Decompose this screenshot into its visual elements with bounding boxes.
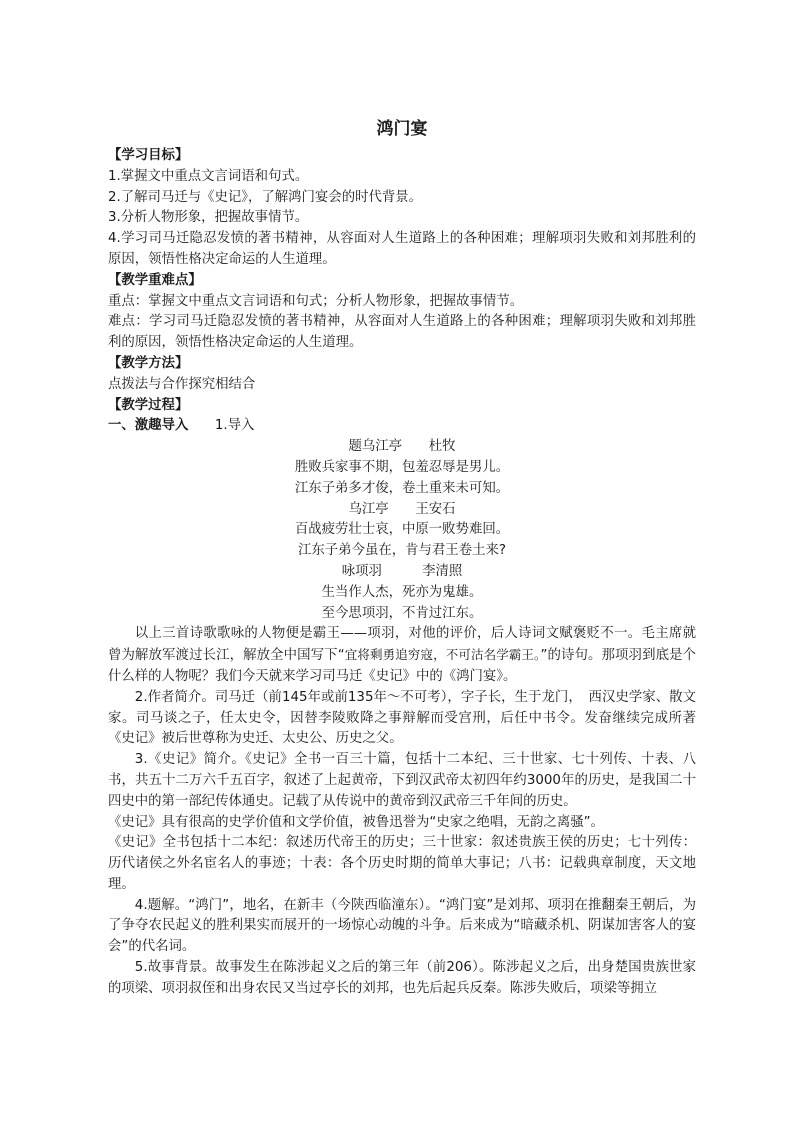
poem-3-title: 咏项羽 李清照 bbox=[341, 563, 463, 579]
poem-2-title: 乌江亭 王安石 bbox=[348, 501, 456, 517]
poem-1-title: 题乌江亭 杜牧 bbox=[348, 439, 456, 455]
poem-2-line-2: 江东子弟今虽在，肯与君王卷土来? bbox=[298, 543, 506, 559]
method-heading: 【教学方法】 bbox=[108, 355, 189, 371]
shiji-value-paragraph: 《史记》具有很高的史学价值和文学价值，被鲁迅誉为“史家之绝唱，无韵之离骚”。 bbox=[108, 814, 604, 830]
intro-text-a: 以上三首诗歌歌咏的人物便是霸王——项羽，对他的评价，后人诗词文赋褒贬不一。毛主席就曾为解放军渡过长江，解放全中国写下“ bbox=[108, 626, 696, 664]
intro-text-b: ”的诗句。那项羽到底是个什么样的人物呢？我们今天就来学习司马迁《史记》中的《鸿门宴》。 bbox=[108, 648, 696, 684]
shiji-content-paragraph: 《史记》全书包括十二本纪：叙述历代帝王的历史；三十世家：叙述贵族王侯的历史；七十列传：历代诸侯之外名宦名人的事迹；十表：各个历史时期的简单大事记；八书：记载典章制度，天文地理。 bbox=[108, 835, 696, 892]
intro-paragraph bbox=[108, 624, 696, 687]
process-heading: 【教学过程】 bbox=[108, 397, 189, 413]
key-points-focus: 重点：掌握文中重点文言词语和句式；分析人物形象，把握故事情节。 bbox=[108, 293, 524, 309]
key-points-heading: 【教学重难点】 bbox=[108, 272, 202, 288]
goal-item-3: 3.分析人物形象，把握故事情节。 bbox=[108, 210, 309, 226]
poem-1-line-1: 胜败兵家事不期，包羞忍辱是男儿。 bbox=[294, 459, 510, 475]
goal-item-2: 2.了解司马迁与《史记》，了解鸿门宴会的时代背景。 bbox=[108, 189, 423, 205]
part1-sub: 1.导入 bbox=[214, 418, 255, 434]
intro-quote: 宜将剩勇追穷寇，不可沽名学霸王。 bbox=[344, 647, 541, 663]
part1-heading: 一、激趣导入 bbox=[108, 418, 189, 434]
author-paragraph: 2.作者简介。司马迁（前145年或前135年～不可考），字子长，生于龙门， 西汉史学家、散文家。司马谈之子，任太史令，因替李陵败降之事辩解而受宫刑，后任中书令。发奋继续完成所著《史记》被后世尊称为史迁、太史公、历史之父。 bbox=[108, 689, 696, 747]
shiji-paragraph: 3.《史记》简介。《史记》全书一百三十篇，包括十二本纪、三十世家、七十列传、十表、八书，共五十二万六千五百字，叙述了上起黄帝，下到汉武帝太初四年约3000年的历史，是我国二十四史中的第一部纪传体通史。记载了从传说中的黄帝到汉武帝三千年间的历史。 bbox=[108, 752, 696, 809]
poems-block bbox=[108, 437, 696, 624]
poem-1-line-2: 江东子弟多才俊，卷土重来未可知。 bbox=[294, 480, 510, 496]
poem-3-line-2: 至今思项羽，不肯过江东。 bbox=[321, 605, 483, 621]
method-text: 点拨法与合作探究相结合 bbox=[108, 376, 256, 392]
goal-item-4: 4.学习司马迁隐忍发愤的著书精神，从容面对人生道路上的各种困难；理解项羽失败和刘邦胜利的原因，领悟性格决定命运的人生道理。 bbox=[108, 231, 696, 267]
document-title: 鸿门宴 bbox=[376, 119, 428, 139]
key-points-difficulty: 难点：学习司马迁隐忍发愤的著书精神，从容面对人生道路上的各种困难；理解项羽失败和刘邦胜利的原因，领悟性格决定命运的人生道理。 bbox=[108, 314, 696, 351]
background-paragraph: 5.故事背景。故事发生在陈涉起义之后的第三年（前206）。陈涉起义之后，出身楚国贵族世家的项梁、项羽叔侄和出身农民又当过亭长的刘邦，也先后起兵反秦。陈涉失败后，项梁等拥立 bbox=[108, 960, 696, 996]
poem-3-line-1: 生当作人杰，死亦为鬼雄。 bbox=[321, 584, 483, 600]
poem-2-line-1: 百战疲劳壮士哀，中原一败势难回。 bbox=[294, 522, 510, 538]
document-page bbox=[108, 116, 696, 1000]
goal-item-1: 1.掌握文中重点文言词语和句式。 bbox=[108, 168, 309, 184]
title-explain-paragraph: 4.题解。“鸿门”，地名，在新丰（今陕西临潼东）。“鸿门宴”是刘邦、项羽在推翻秦王朝后，为了争夺农民起义的胜利果实而展开的一场惊心动魄的斗争。后来成为“暗藏杀机、阴谋加害客人的宴会”的代名词。 bbox=[108, 897, 696, 955]
goals-heading: 【学习目标】 bbox=[108, 148, 189, 163]
process-part1 bbox=[108, 416, 696, 437]
